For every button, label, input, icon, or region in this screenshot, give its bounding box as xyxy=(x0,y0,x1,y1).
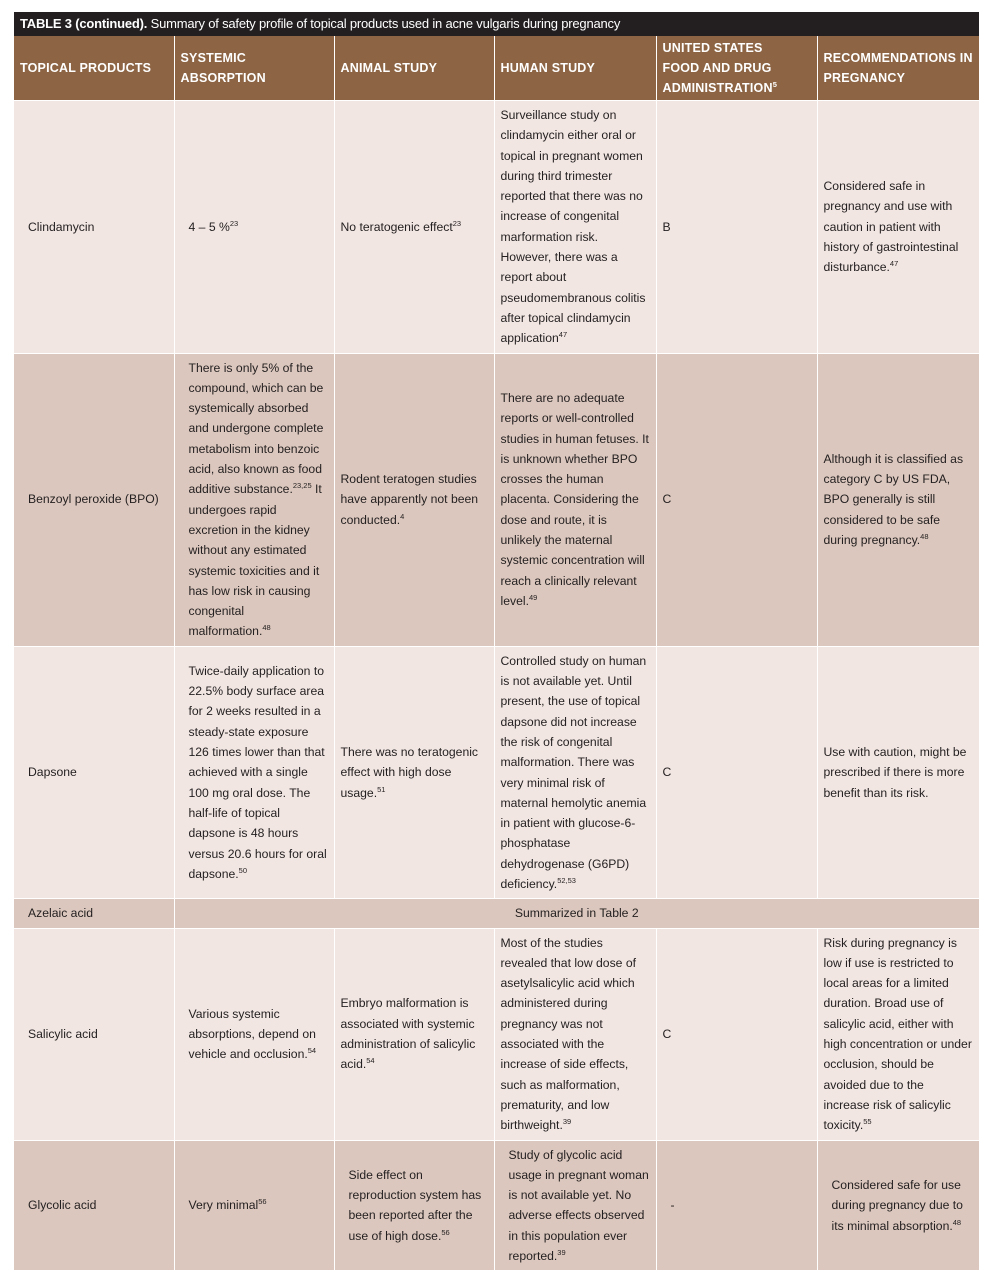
cell-product: Azelaic acid xyxy=(14,899,174,928)
reference-superscript: 51 xyxy=(377,784,386,794)
cell-recommendation xyxy=(817,1140,979,1270)
table-row-salicylic-acid xyxy=(14,928,979,1140)
animal-text: No teratogenic effect xyxy=(340,219,453,234)
recommendation-text: Risk during pregnancy is low if use is restricted to local areas for a limited duration. Broad use of salicylic acid, either with high concentration or under occlusion, should be avoided due to the increase risk of salicylic toxicity. xyxy=(823,935,972,1133)
cell-recommendation xyxy=(817,928,979,1140)
reference-superscript: 55 xyxy=(863,1117,872,1127)
cell-recommendation xyxy=(817,101,979,354)
cell-systemic xyxy=(174,928,334,1140)
cell-human xyxy=(494,101,656,354)
animal-text: Embryo malformation is associated with systemic administration of salicylic acid. xyxy=(340,996,476,1072)
cell-animal xyxy=(334,1140,494,1270)
header-fda-line-2: FOOD AND DRUG xyxy=(662,61,772,75)
human-text: There are no adequate reports or well-controlled studies in human fetuses. It is unknown whether BPO crosses the human placenta. Considering the dose and route, it is unlikely the maternal systemic concentration will reach a clinically relevant level. xyxy=(500,391,649,608)
reference-superscript: 4 xyxy=(400,511,405,521)
systemic-text: Twice-daily application to 22.5% body surface area for 2 weeks resulted in a steady-state exposure 126 times lower than that achieved with a single 100 mg oral dose. The half-life of topical dapsone is 48 hours versus 20.6 hours for oral dapsone. xyxy=(188,663,327,881)
table-row-azelaic-acid xyxy=(14,899,979,928)
header-fda-line-3: ADMINISTRATION xyxy=(662,81,773,95)
header-animal-study: ANIMAL STUDY xyxy=(334,36,494,101)
header-fda-line-1: UNITED STATES xyxy=(662,41,763,55)
table-caption xyxy=(14,12,979,36)
cell-recommendation: Use with caution, might be prescribed if there is more benefit than its risk. xyxy=(817,646,979,899)
cell-summary-reference: Summarized in Table 2 xyxy=(174,899,979,928)
systemic-text: Very minimal xyxy=(188,1198,259,1213)
cell-animal xyxy=(334,928,494,1140)
cell-human xyxy=(494,928,656,1140)
reference-superscript: 48 xyxy=(952,1217,962,1227)
cell-systemic xyxy=(174,101,334,354)
header-human-study: HUMAN STUDY xyxy=(494,36,656,101)
table-row-dapsone xyxy=(14,646,979,899)
systemic-text: Various systemic absorptions, depend on vehicle and occlusion. xyxy=(188,1006,316,1062)
safety-profile-table xyxy=(14,36,979,1270)
reference-superscript: 47 xyxy=(558,330,568,340)
recommendation-text: Considered safe in pregnancy and use with caution in patient with history of gastrointestinal disturbance. xyxy=(823,179,959,275)
cell-product: Dapsone xyxy=(14,646,174,899)
header-fda xyxy=(656,36,817,101)
cell-product: Benzoyl peroxide (BPO) xyxy=(14,353,174,646)
table-row-clindamycin xyxy=(14,101,979,354)
reference-superscript: 54 xyxy=(307,1046,317,1056)
human-text: Surveillance study on clindamycin either oral or topical in pregnant women during third trimester reported that there was no increase of congenital marformation risk. However, there was a report about pseudomembranous colitis after topical clindamycin application xyxy=(500,108,646,346)
cell-human xyxy=(494,646,656,899)
cell-product: Clindamycin xyxy=(14,101,174,354)
cell-fda-category: C xyxy=(656,928,817,1140)
cell-fda-category: C xyxy=(656,646,817,899)
cell-product: Glycolic acid xyxy=(14,1140,174,1270)
header-recommendations xyxy=(817,36,979,101)
header-row xyxy=(14,36,979,101)
reference-superscript: 49 xyxy=(528,592,538,602)
reference-superscript: 23,25 xyxy=(292,481,312,491)
cell-recommendation xyxy=(817,353,979,646)
cell-fda-category: C xyxy=(656,353,817,646)
reference-superscript: 52,53 xyxy=(557,875,576,885)
reference-superscript: 50 xyxy=(238,865,247,875)
cell-animal xyxy=(334,353,494,646)
cell-animal xyxy=(334,646,494,899)
recommendation-text: Although it is classified as category C by US FDA, BPO generally is still considered to be safe during pregnancy. xyxy=(823,451,964,548)
reference-superscript: 48 xyxy=(920,532,929,542)
table-container xyxy=(14,12,979,1270)
caption-label: TABLE 3 (continued). xyxy=(20,16,148,31)
recommendation-text: Considered safe for use during pregnancy due to its minimal absorption. xyxy=(831,1178,963,1233)
caption-text: Summary of safety profile of topical products used in acne vulgaris during pregnancy xyxy=(147,16,621,31)
header-rec-line-1: RECOMMENDATIONS IN xyxy=(823,51,973,65)
header-fda-ref: 5 xyxy=(772,79,778,89)
reference-superscript: 47 xyxy=(889,259,899,269)
header-topical-products: TOPICAL PRODUCTS xyxy=(14,36,174,101)
animal-text: Side effect on reproduction system has been reported after the use of high dose. xyxy=(348,1167,482,1243)
human-text: Study of glycolic acid usage in pregnant woman is not available yet. No adverse effects observed in this population ever reported. xyxy=(508,1147,649,1264)
reference-superscript: 56 xyxy=(441,1227,450,1237)
table-row-benzoyl-peroxide xyxy=(14,353,979,646)
reference-superscript: 39 xyxy=(557,1248,566,1257)
reference-superscript: 39 xyxy=(562,1117,572,1127)
cell-product: Salicylic acid xyxy=(14,928,174,1140)
reference-superscript: 23 xyxy=(229,218,239,228)
cell-fda-category: - xyxy=(656,1140,817,1270)
reference-superscript: 54 xyxy=(366,1056,375,1066)
cell-systemic xyxy=(174,646,334,899)
cell-fda-category: B xyxy=(656,101,817,354)
header-systemic-absorption: SYSTEMIC ABSORPTION xyxy=(174,36,334,101)
systemic-text: 4 – 5 % xyxy=(188,219,230,234)
reference-superscript: 56 xyxy=(258,1197,267,1207)
systemic-text: There is only 5% of the compound, which can be systemically absorbed and undergone complete metabolism into benzoic acid, also known as food additive substance. xyxy=(188,360,324,497)
human-text: Controlled study on human is not available yet. Until present, the use of topical dapsone did not increase the risk of congenital malformation. There was very minimal risk of maternal hemolytic anemia in patient with glucose-6-phosphatase dehydrogenase (G6PD) deficiency. xyxy=(500,653,647,891)
cell-systemic xyxy=(174,353,334,646)
animal-text: There was no teratogenic effect with high dose usage. xyxy=(340,745,479,800)
table-row-glycolic-acid xyxy=(14,1140,979,1270)
cell-animal xyxy=(334,101,494,354)
header-rec-line-2: PREGNANCY xyxy=(823,71,906,85)
reference-superscript: 48 xyxy=(262,623,271,633)
reference-superscript: 23 xyxy=(452,218,462,228)
human-text: Most of the studies revealed that low dose of asetylsalicylic acid which administered during pregnancy was not associated with the increase of side effects, such as malformation, prematurity, and low birthweight. xyxy=(500,935,637,1133)
cell-human xyxy=(494,353,656,646)
systemic-text-continued: It undergoes rapid excretion in the kidney without any estimated systemic toxicities and it has low risk in causing congenital malformation. xyxy=(188,482,322,639)
cell-systemic xyxy=(174,1140,334,1270)
cell-human xyxy=(494,1140,656,1270)
animal-text: Rodent teratogen studies have apparently not been conducted. xyxy=(340,472,479,527)
